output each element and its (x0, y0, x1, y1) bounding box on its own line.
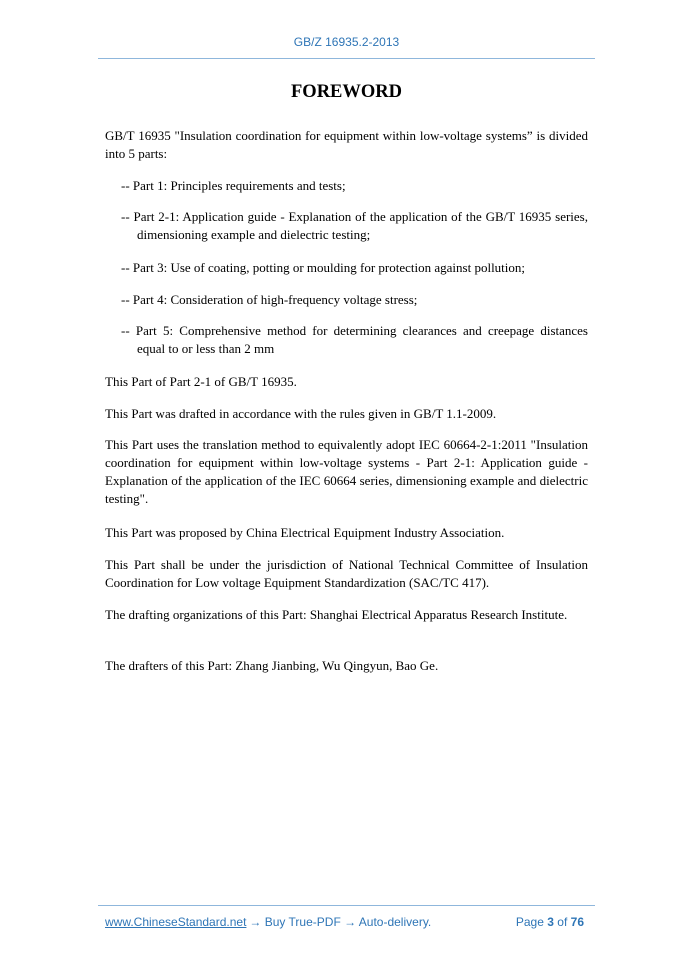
list-item-part-4: -- Part 4: Consideration of high-frequency voltage stress; (121, 292, 418, 307)
website-link[interactable]: www.ChineseStandard.net (105, 915, 247, 929)
paragraph-translation-method: This Part uses the translation method to equivalently adopt IEC 60664-2-1:2011 "Insulation coordination for equipment within low-voltage systems - Part 2-1: Application guide - Explanation of the application of the IEC 60664 series, dimensioning example and dielectric testing". (105, 437, 588, 506)
page-number (516, 915, 584, 929)
page-total: 76 (570, 915, 584, 929)
intro-text: GB/T 16935 "Insulation coordination for equipment within low-voltage systems” is divided into 5 parts: (105, 128, 588, 161)
footer-promo-text: → Buy True-PDF → Auto-delivery. (249, 915, 432, 929)
list-item-part-1: -- Part 1: Principles requirements and tests; (121, 178, 346, 193)
intro-paragraph (105, 127, 588, 163)
page-footer (105, 915, 588, 929)
document-code-header: GB/Z 16935.2-2013 (293, 35, 400, 49)
page-label: Page (515, 915, 544, 929)
header-divider (98, 58, 595, 59)
paragraph-part-reference: This Part of Part 2-1 of GB/T 16935. (105, 374, 297, 389)
page-title: FOREWORD (291, 82, 402, 102)
list-item-part-3: -- Part 3: Use of coating, potting or moulding for protection against pollution; (121, 260, 526, 275)
paragraph-proposed-by: This Part was proposed by China Electrical Equipment Industry Association. (105, 525, 505, 540)
list-item-part-2-1: -- Part 2-1: Application guide - Explanation of the application of the GB/T 16935 series, dimensioning example and dielectric testing; (121, 209, 588, 242)
list-item-part-5: -- Part 5: Comprehensive method for determining clearances and creepage distances equal to or less than 2 mm (121, 323, 588, 356)
paragraph-drafting-organizations: The drafting organizations of this Part: Shanghai Electrical Apparatus Research Institute. (105, 607, 568, 622)
footer-divider (98, 905, 595, 906)
paragraph-drafting-rules: This Part was drafted in accordance with the rules given in GB/T 1.1-2009. (105, 406, 497, 421)
page-current: 3 (547, 915, 554, 929)
paragraph-jurisdiction: This Part shall be under the jurisdiction of National Technical Committee of Insulation Coordination for Low voltage Equipment Standardization (SAC/TC 417). (105, 557, 588, 590)
page-of-label: of (557, 915, 568, 929)
paragraph-drafters: The drafters of this Part: Zhang Jianbing, Wu Qingyun, Bao Ge. (105, 658, 439, 673)
